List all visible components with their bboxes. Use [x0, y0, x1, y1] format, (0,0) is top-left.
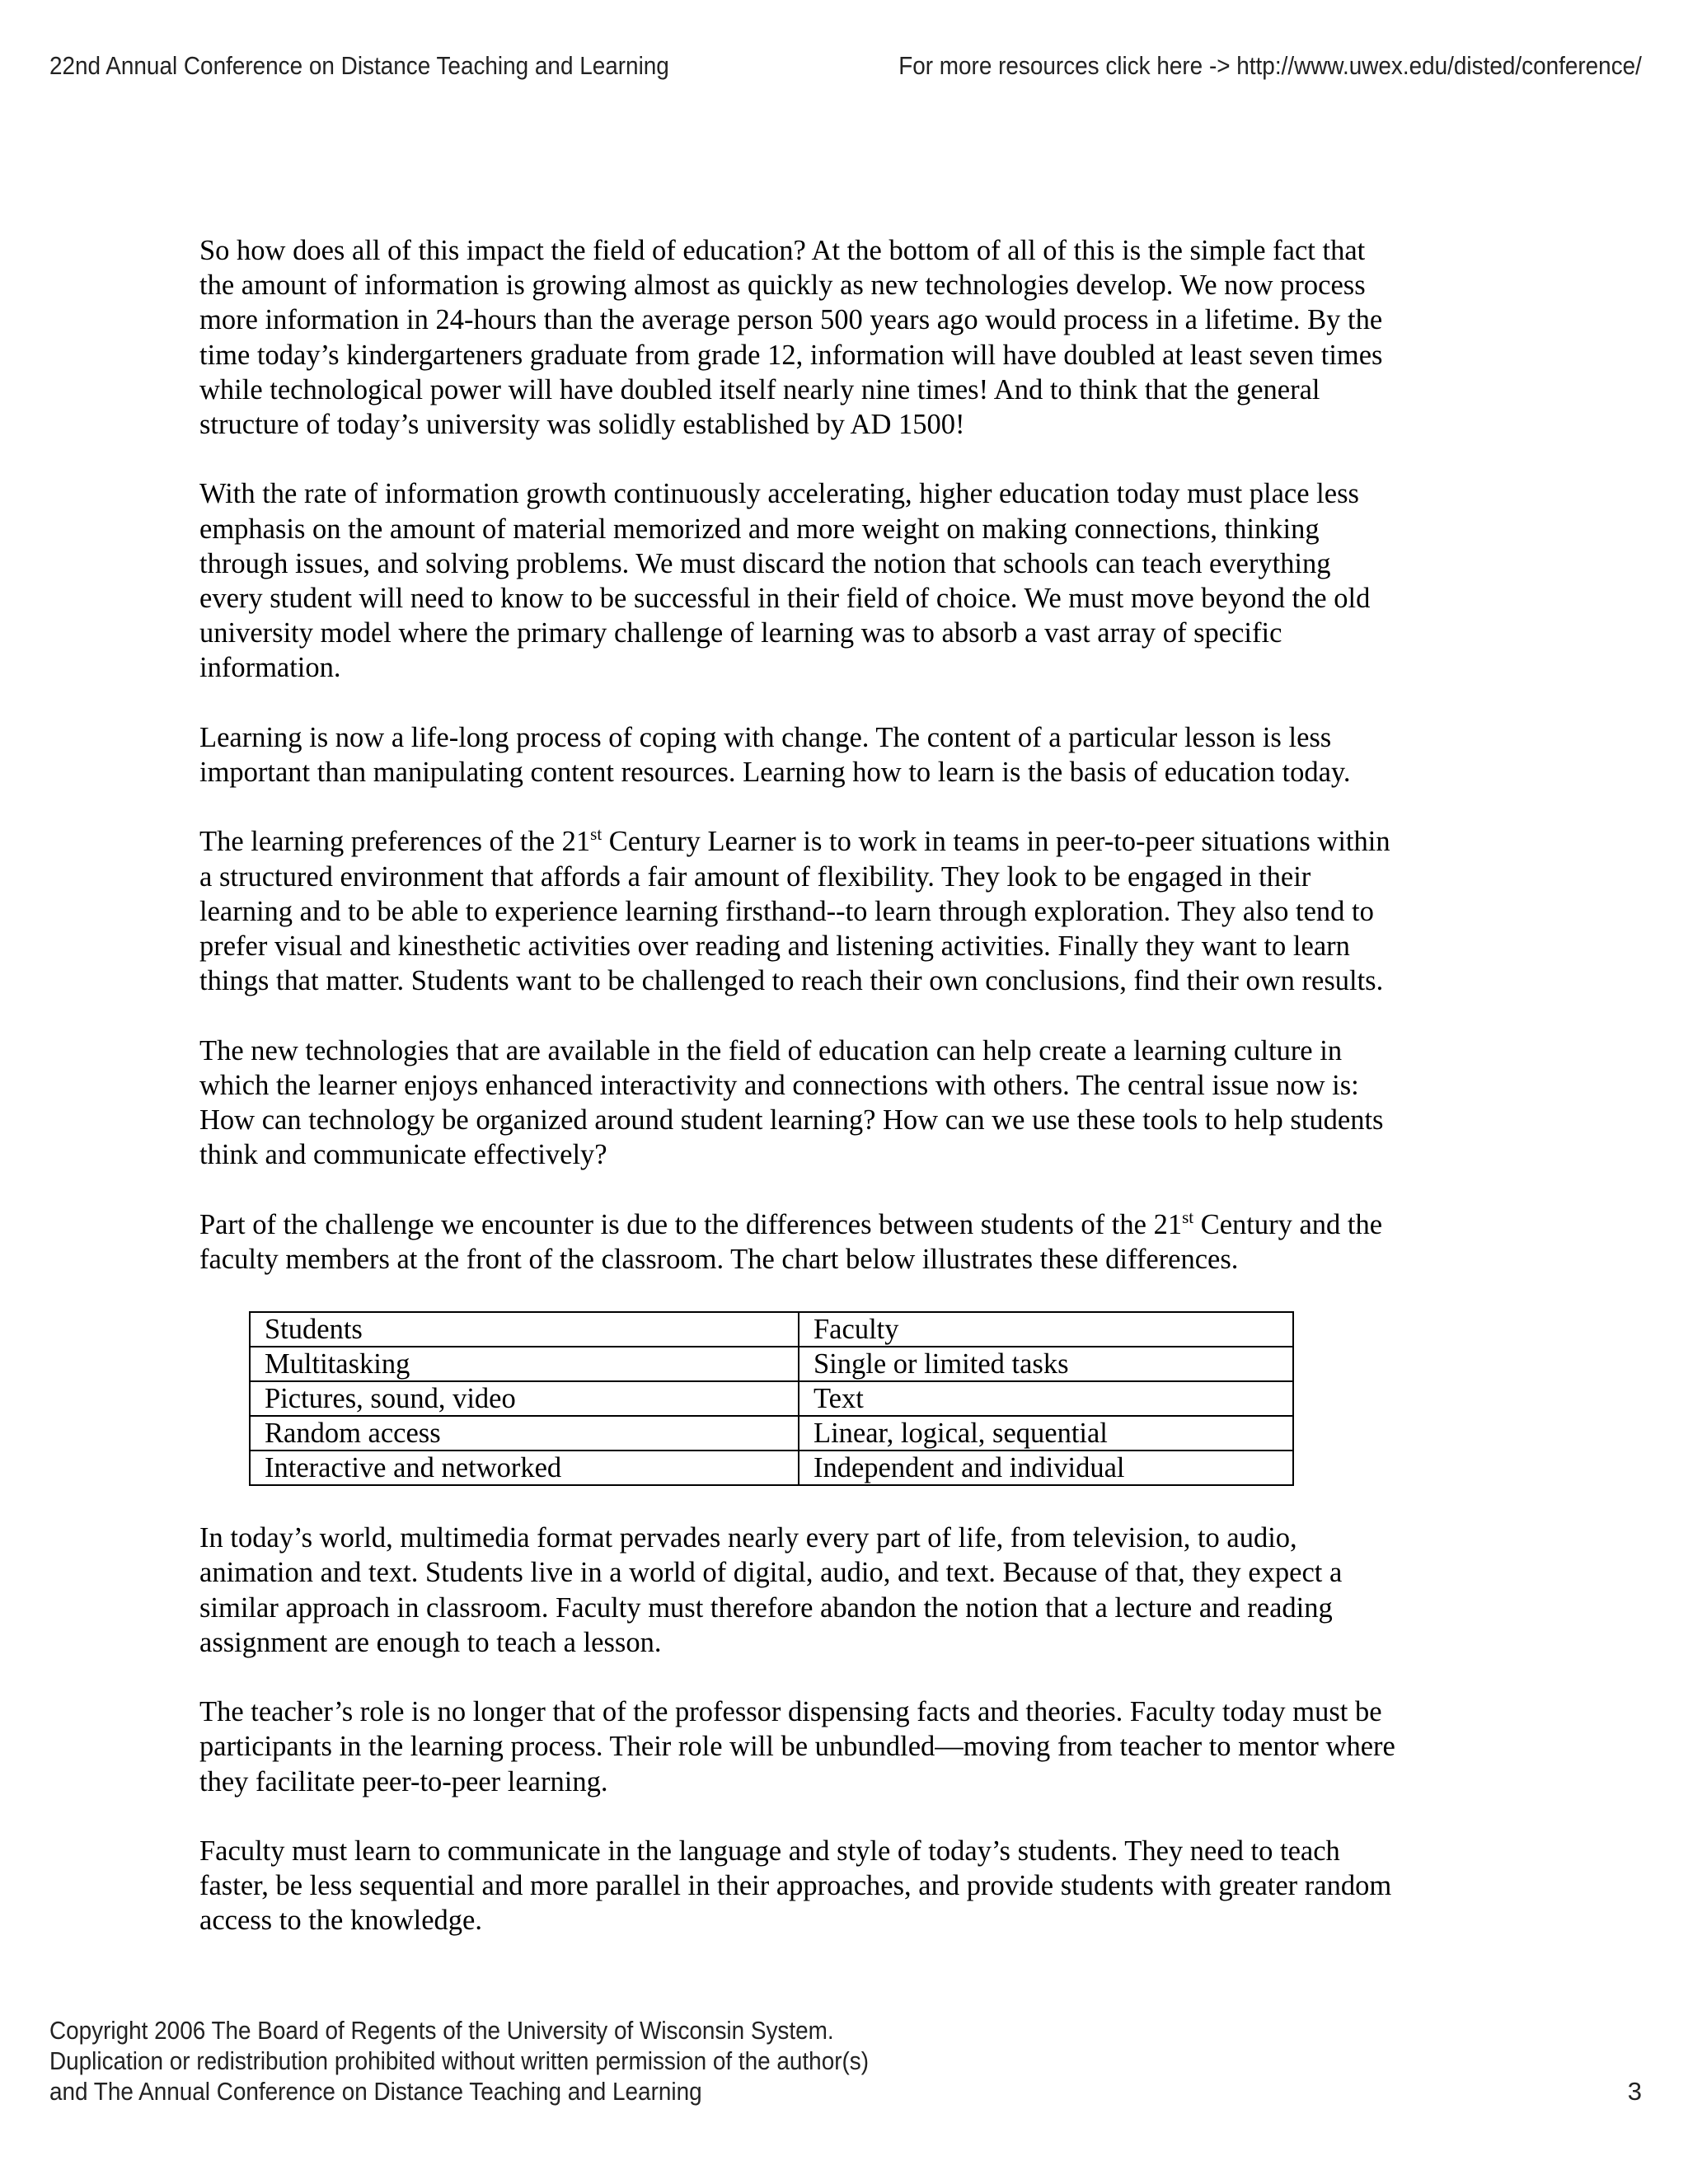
text-line: So how does all of this impact the field of education? At the bottom of all of this is the simple fact that — [199, 235, 1366, 266]
text-line: think and communicate effectively? — [199, 1139, 607, 1171]
paragraph-information-growth — [199, 476, 1502, 685]
text-line: which the learner enjoys enhanced interactivity and connections with others. The central issue now is: — [199, 1069, 1359, 1101]
table-cell: Pictures, sound, video — [250, 1381, 799, 1416]
students-faculty-table — [249, 1311, 1294, 1486]
paragraph-teacher-role — [199, 1694, 1502, 1799]
table-cell: Text — [799, 1381, 1293, 1416]
text-line: The new technologies that are available in the field of education can help create a learning culture in — [199, 1034, 1343, 1066]
text-line: participants in the learning process. Their role will be unbundled—moving from teacher to mentor where — [199, 1731, 1395, 1763]
paragraph-new-technologies — [199, 1033, 1502, 1173]
footer-line: Duplication or redistribution prohibited without written permission of the author(s) — [49, 2046, 870, 2075]
text-line: assignment are enough to teach a lesson. — [199, 1626, 662, 1658]
text-line: The teacher’s role is no longer that of the professor dispensing facts and theories. Faculty today must be — [199, 1696, 1382, 1728]
superscript-ordinal: st — [590, 824, 603, 845]
text-line: university model where the primary challenge of learning was to absorb a vast array of specific — [199, 617, 1282, 649]
header-conference-title: 22nd Annual Conference on Distance Teaching and Learning — [49, 51, 669, 80]
text-line: through issues, and solving problems. We must discard the notion that schools can teach everything — [199, 547, 1331, 579]
table-row — [250, 1416, 1293, 1451]
superscript-ordinal: st — [1182, 1207, 1194, 1227]
table-cell: Random access — [250, 1416, 799, 1451]
page-number: 3 — [1627, 2077, 1642, 2106]
text-line: emphasis on the amount of material memorized and more weight on making connections, thinking — [199, 513, 1320, 545]
text-line: time today’s kindergarteners graduate from grade 12, information will have doubled at least seven times — [199, 339, 1383, 371]
table-cell: Multitasking — [250, 1347, 799, 1381]
paragraph-multimedia — [199, 1521, 1502, 1660]
table-cell: Linear, logical, sequential — [799, 1416, 1293, 1451]
text-fragment: Century Learner is to work in teams in peer-to-peer situations within — [602, 826, 1390, 858]
table-header-cell: Faculty — [799, 1312, 1293, 1347]
text-line: things that matter. Students want to be challenged to reach their own conclusions, find their own results. — [199, 965, 1384, 997]
text-line: more information in 24-hours than the average person 500 years ago would process in a lifetime. By the — [199, 304, 1383, 336]
table-header-row — [250, 1312, 1293, 1347]
text-line: faster, be less sequential and more parallel in their approaches, and provide students with greater random — [199, 1870, 1392, 1902]
text-line: prefer visual and kinesthetic activities over reading and listening activities. Finally they want to learn — [199, 930, 1350, 963]
text-line — [199, 824, 1502, 859]
text-fragment: Century and the — [1193, 1208, 1383, 1240]
text-line: Learning is now a life-long process of coping with change. The content of a particular lesson is less — [199, 721, 1332, 753]
paragraph-challenge — [199, 1207, 1502, 1277]
table-row — [250, 1451, 1293, 1485]
paragraph-impact — [199, 233, 1502, 442]
header-resources-link[interactable]: For more resources click here -> http://www.uwex.edu/disted/conference/ — [898, 51, 1642, 80]
footer-copyright — [49, 2015, 959, 2107]
text-line: while technological power will have doubled itself nearly nine times! And to think that the general — [199, 373, 1320, 405]
text-line: With the rate of information growth continuously accelerating, higher education today must place less — [199, 478, 1359, 510]
text-line: Faculty must learn to communicate in the language and style of today’s students. They need to teach — [199, 1835, 1340, 1867]
table-row — [250, 1381, 1293, 1416]
footer-line: and The Annual Conference on Distance Teaching and Learning — [49, 2077, 702, 2106]
text-line: faculty members at the front of the classroom. The chart below illustrates these differences. — [199, 1243, 1239, 1275]
table-cell: Single or limited tasks — [799, 1347, 1293, 1381]
text-line: information. — [199, 652, 341, 684]
footer-line: Copyright 2006 The Board of Regents of the University of Wisconsin System. — [49, 2016, 834, 2045]
text-line: animation and text. Students live in a world of digital, audio, and text. Because of that, they expect a — [199, 1557, 1343, 1589]
text-line: learning and to be able to experience learning firsthand--to learn through exploration. They also tend to — [199, 895, 1374, 927]
text-line: access to the knowledge. — [199, 1905, 482, 1937]
paragraph-learning-preferences — [199, 824, 1502, 998]
document-body — [199, 233, 1502, 1973]
text-line: they facilitate peer-to-peer learning. — [199, 1765, 608, 1797]
text-line: important than manipulating content resources. Learning how to learn is the basis of education today. — [199, 757, 1351, 789]
text-line: a structured environment that affords a fair amount of flexibility. They look to be engaged in their — [199, 860, 1311, 893]
paragraph-lifelong-learning — [199, 720, 1502, 790]
text-line: the amount of information is growing almost as quickly as new technologies develop. We now process — [199, 269, 1366, 302]
text-fragment: The learning preferences of the 21 — [199, 826, 591, 858]
text-fragment: Part of the challenge we encounter is due to the differences between students of the 21 — [199, 1208, 1183, 1240]
paragraph-faculty-communicate — [199, 1834, 1502, 1938]
text-line: structure of today’s university was solidly established by AD 1500! — [199, 409, 965, 441]
table-cell: Interactive and networked — [250, 1451, 799, 1485]
table-row — [250, 1347, 1293, 1381]
table-header-cell: Students — [250, 1312, 799, 1347]
table-cell: Independent and individual — [799, 1451, 1293, 1485]
text-line: similar approach in classroom. Faculty must therefore abandon the notion that a lecture and reading — [199, 1591, 1333, 1624]
text-line: How can technology be organized around student learning? How can we use these tools to help students — [199, 1104, 1384, 1137]
text-line — [199, 1207, 1502, 1242]
text-line: every student will need to know to be successful in their field of choice. We must move beyond the old — [199, 583, 1371, 615]
text-line: In today’s world, multimedia format pervades nearly every part of life, from television, to audio, — [199, 1522, 1297, 1554]
